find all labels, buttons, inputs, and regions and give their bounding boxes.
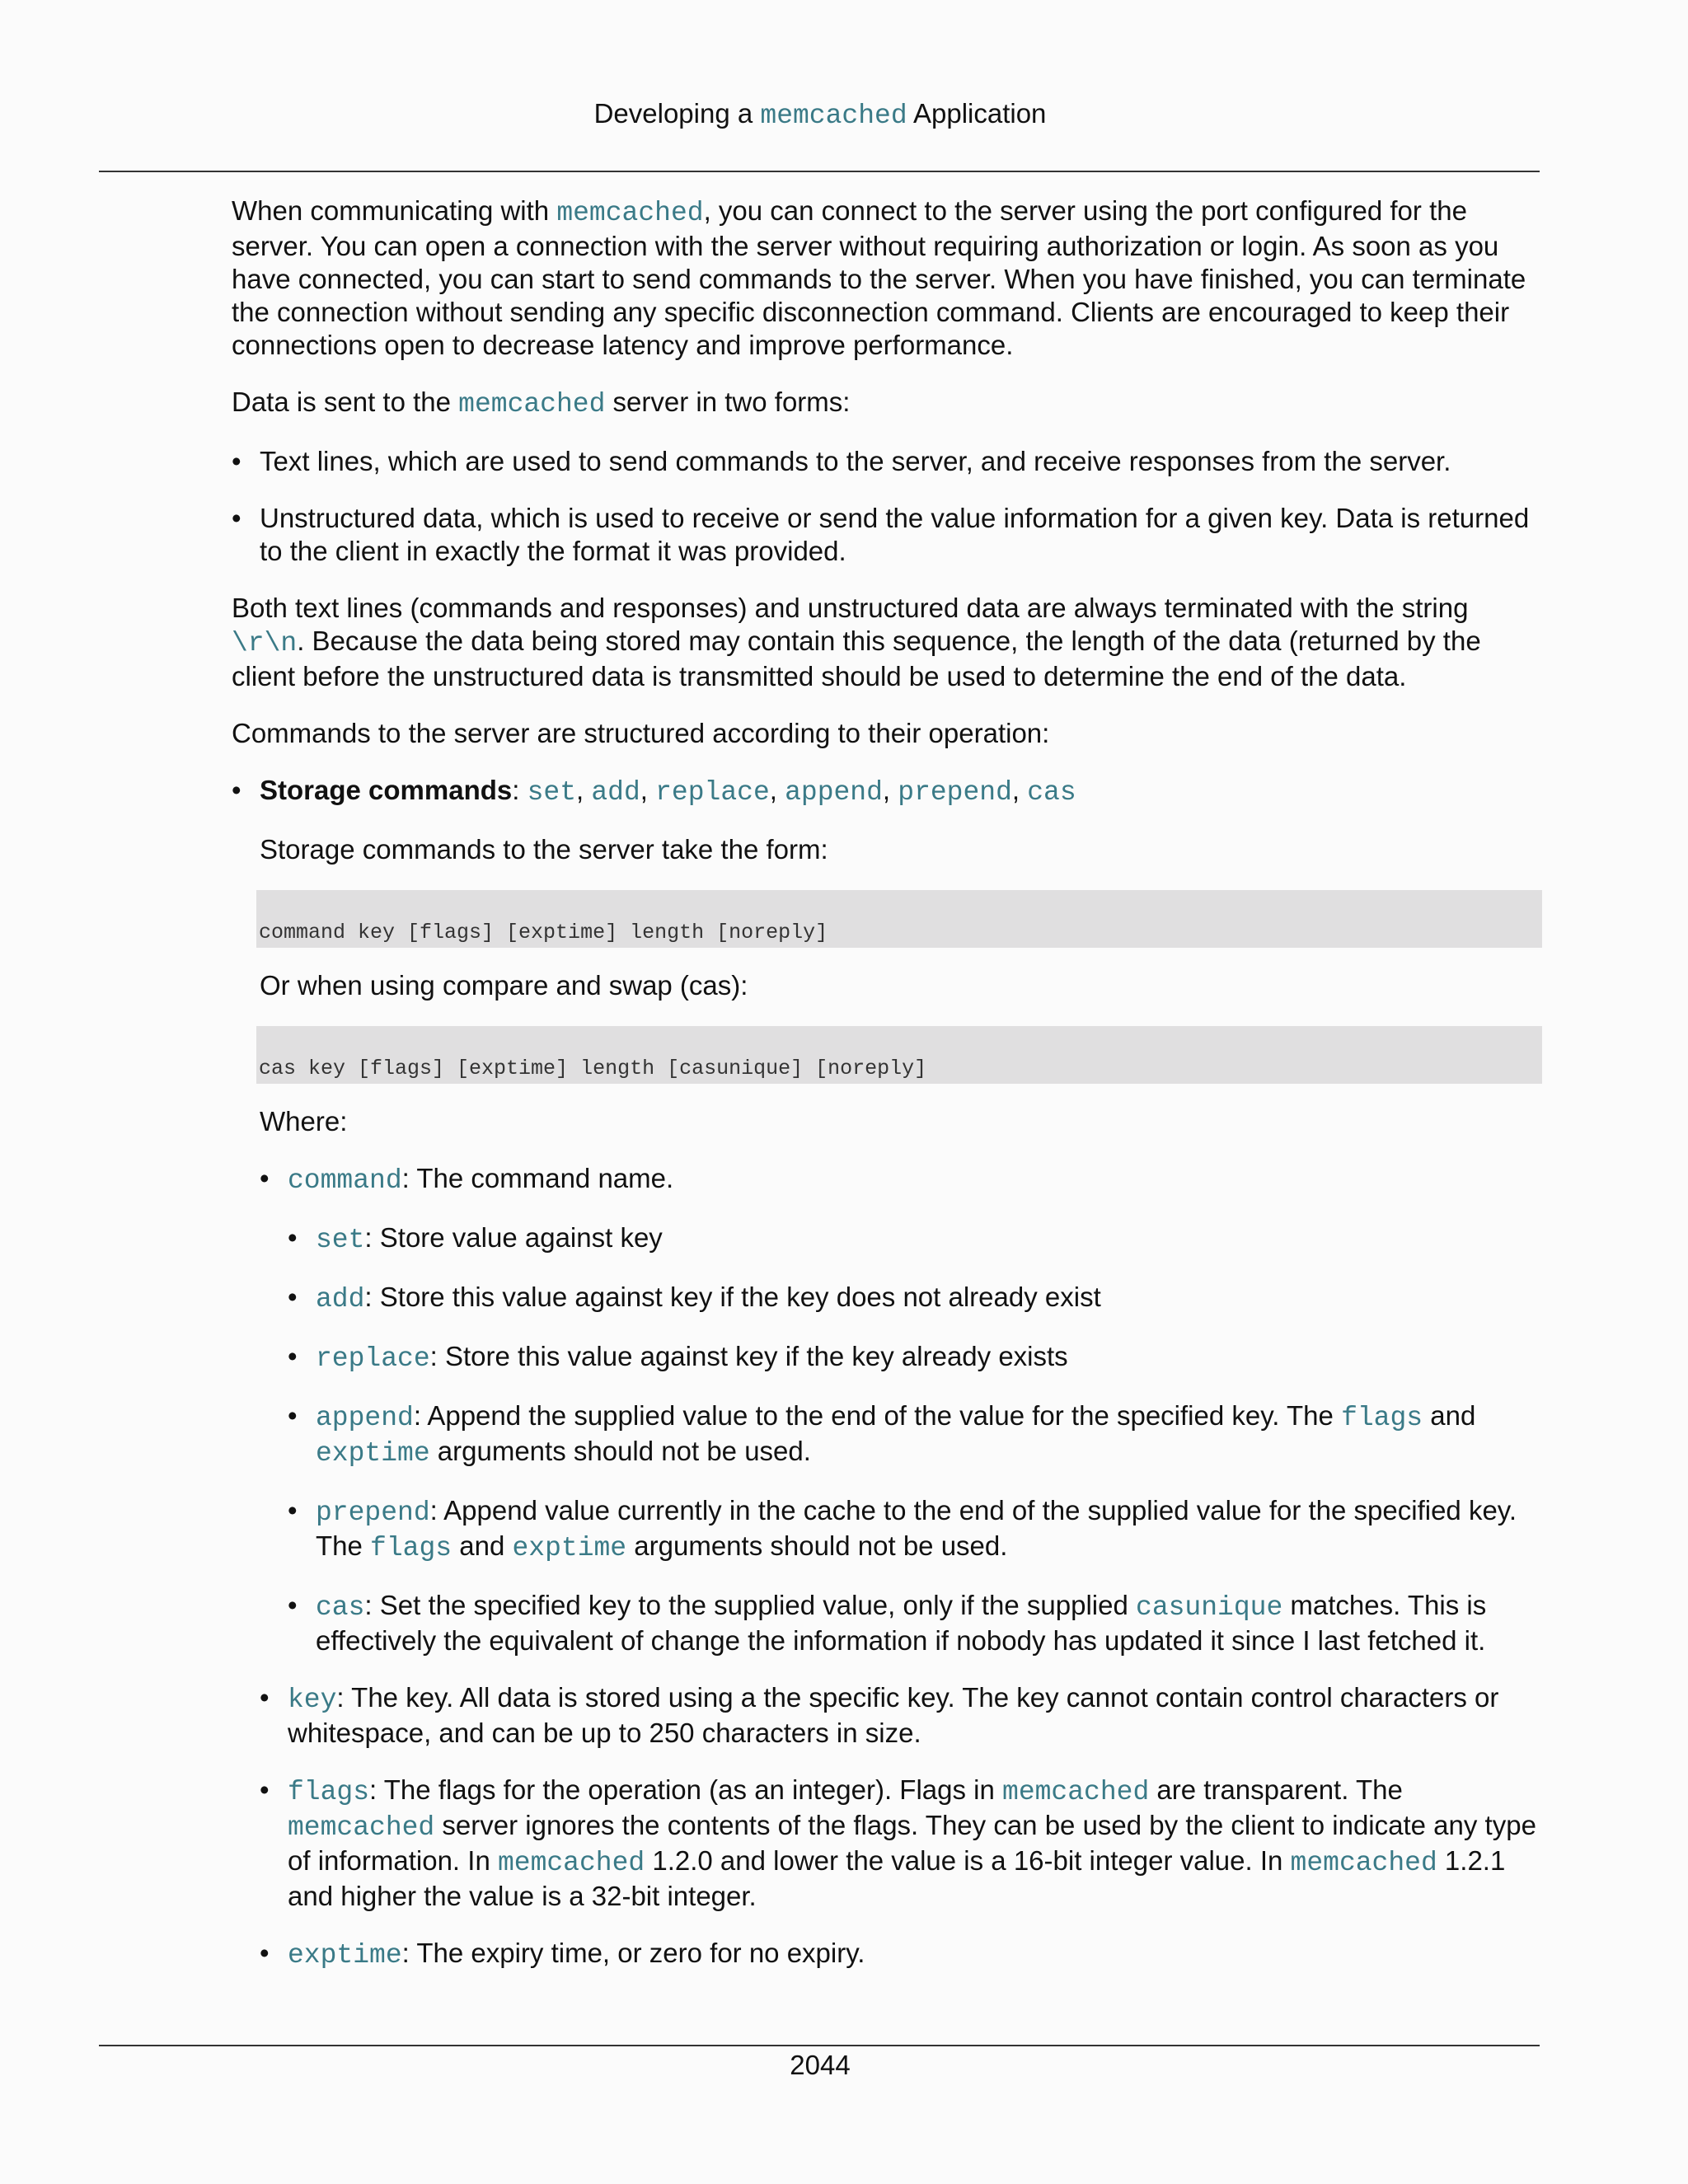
text: : The flags for the operation (as an integer). Flags in — [369, 1774, 1003, 1805]
param-set — [288, 1221, 1542, 1257]
code-term: replace — [316, 1343, 430, 1374]
text: and — [1423, 1400, 1476, 1431]
text: : Store this value against key if the key does not already exist — [364, 1282, 1101, 1312]
bullet: • — [232, 775, 241, 805]
bullet: • — [260, 1938, 270, 1968]
text: arguments should not be used. — [626, 1530, 1008, 1561]
footer-rule — [99, 2045, 1540, 2046]
code-term: flags — [288, 1777, 370, 1807]
text: matches. This is effectively the equivalent of change the information if nobody has updated it since I last fetched it. — [316, 1590, 1487, 1656]
text: : Store value against key — [364, 1222, 663, 1253]
separator: : — [512, 775, 528, 805]
where-label: Where: — [260, 1106, 348, 1137]
bullet: • — [288, 1282, 298, 1312]
page-number: 2044 — [790, 2050, 851, 2080]
text: 1.2.0 and lower the value is a 16-bit integer value. In — [645, 1845, 1291, 1876]
code-term: cas — [1027, 777, 1076, 808]
code-term: memcached — [1002, 1777, 1150, 1807]
code-block-text: command key [flags] [exptime] length [noreply] — [259, 921, 828, 944]
header-text-pre: Developing a — [593, 98, 761, 129]
code-block-text: cas key [flags] [exptime] length [casunique] [noreply] — [259, 1057, 927, 1080]
param-append — [288, 1399, 1542, 1470]
code-block — [256, 1026, 1542, 1084]
commands-list — [232, 774, 1542, 809]
text: 1.2.1 and higher the value is a 32-bit integer. — [288, 1845, 1506, 1911]
code-term: set — [527, 777, 577, 808]
param-prepend — [288, 1494, 1542, 1565]
bullet: • — [260, 1682, 270, 1713]
cas-form-text: Or when using compare and swap (cas): — [260, 970, 748, 1001]
bullet: • — [288, 1341, 298, 1371]
code-term: key — [288, 1685, 337, 1715]
text: : The command name. — [401, 1163, 674, 1193]
code-term: memcached — [288, 1812, 435, 1843]
code-term: casunique — [1136, 1592, 1283, 1623]
code-term: cas — [316, 1592, 365, 1623]
text: Both text lines (commands and responses) and unstructured data are always terminated with the string — [232, 593, 1469, 623]
list-item — [232, 502, 1542, 568]
code-term: exptime — [512, 1533, 627, 1563]
code-block — [256, 890, 1542, 948]
storage-label: Storage commands — [260, 775, 513, 805]
code-term: append — [785, 777, 883, 808]
text: : Append value currently in the cache to the end of the supplied value for the specified key. The — [316, 1495, 1517, 1561]
running-header — [0, 96, 1640, 134]
text: . Because the data being stored may contain this sequence, the length of the data (returned by the client before the unstructured data is transmitted should be used to determine the end of the data. — [232, 626, 1481, 691]
text: server in two forms: — [605, 387, 851, 417]
header-rule — [99, 171, 1540, 172]
param-replace — [288, 1340, 1542, 1376]
code-term: \r\n — [232, 628, 298, 658]
code-term: memcached — [1290, 1848, 1437, 1878]
param-command — [260, 1162, 1542, 1657]
text: : Append the supplied value to the end of the value for the specified key. The — [413, 1400, 1342, 1431]
code-term: add — [591, 777, 640, 808]
bullet: • — [288, 1495, 298, 1526]
bullet: • — [288, 1222, 298, 1253]
bullet: • — [232, 503, 241, 533]
text: : Set the specified key to the supplied value, only if the supplied — [364, 1590, 1137, 1620]
text: When communicating with — [232, 195, 557, 226]
code-term: exptime — [316, 1438, 430, 1469]
params-list — [232, 1162, 1542, 1972]
code-term: memcached — [556, 198, 704, 228]
text: Data is sent to the — [232, 387, 459, 417]
param-exptime — [260, 1937, 1542, 1972]
command-sublist — [288, 1221, 1542, 1657]
text: are transparent. The — [1149, 1774, 1403, 1805]
param-flags — [260, 1774, 1542, 1913]
storage-form-text: Storage commands to the server take the form: — [260, 834, 828, 865]
code-term: memcached — [458, 389, 606, 419]
header-code: memcached — [760, 101, 907, 131]
bullet: • — [260, 1163, 270, 1193]
code-term: prepend — [316, 1497, 430, 1528]
list-item — [232, 445, 1542, 478]
main-content — [232, 194, 1542, 1996]
param-key — [260, 1681, 1542, 1750]
param-add — [288, 1281, 1542, 1316]
commands-intro: Commands to the server are structured according to their operation: — [232, 718, 1050, 748]
bullet: • — [232, 446, 241, 476]
intro-paragraph — [232, 194, 1542, 362]
storage-commands-item: • Storage commands: set, add, replace, append, prepend, cas — [232, 775, 1076, 808]
text: : The key. All data is stored using a the specific key. The key cannot contain control characters or whitespace, and can be up to 250 characters in size. — [288, 1682, 1499, 1748]
terminated-paragraph — [232, 592, 1542, 693]
param-cas — [288, 1589, 1542, 1657]
code-term: command — [288, 1165, 402, 1196]
code-term: set — [316, 1225, 365, 1255]
text: and — [452, 1530, 513, 1561]
header-text-post: Application — [907, 98, 1047, 129]
code-term: replace — [655, 777, 770, 808]
code-term: append — [316, 1403, 414, 1433]
bullet: • — [288, 1400, 298, 1431]
bullet: • — [288, 1590, 298, 1620]
text: : The expiry time, or zero for no expiry. — [401, 1938, 865, 1968]
text: , you can connect to the server using the port configured for the server. You can open a connection with the server without requiring authorization or login. As soon as you have connected, you can start to send commands to the server. When you have finished, you can terminate the connection without sending any specific disconnection command. Clients are encouraged to keep their connections open to decrease latency and improve performance. — [232, 195, 1526, 360]
text: server ignores the contents of the flags. They can be used by the client to indicate any type of information. In — [288, 1810, 1536, 1876]
text: : Store this value against key if the key already exists — [429, 1341, 1068, 1371]
list-item-text: Text lines, which are used to send commands to the server, and receive responses from the server. — [260, 446, 1451, 476]
code-term: prepend — [898, 777, 1012, 808]
bullet: • — [260, 1774, 270, 1805]
code-term: flags — [1341, 1403, 1423, 1433]
code-term: exptime — [288, 1940, 402, 1971]
code-term: memcached — [497, 1848, 645, 1878]
forms-list — [232, 445, 1542, 568]
data-forms-paragraph — [232, 386, 1542, 421]
code-term: flags — [370, 1533, 452, 1563]
list-item-text: Unstructured data, which is used to receive or send the value information for a given key. Data is returned to the client in exactly the format it was provided. — [260, 503, 1530, 566]
text: arguments should not be used. — [429, 1436, 811, 1466]
code-term: add — [316, 1284, 365, 1315]
